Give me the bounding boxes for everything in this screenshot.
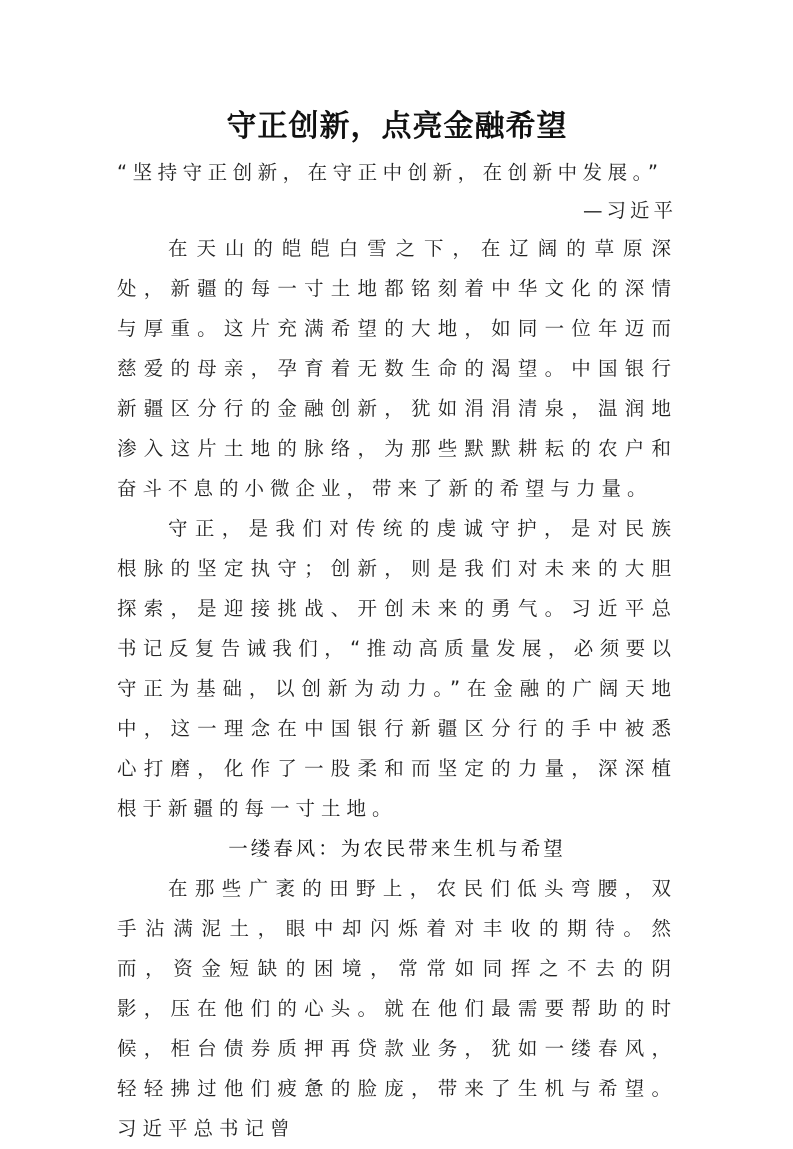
paragraph: 守正，是我们对传统的虔诚守护，是对民族根脉的坚定执守；创新，则是我们对未来的大胆探索，是迎接挑战、开创未来的勇气。习近平总书记反复告诫我们，“推动高质量发展，必须要以守正为基础，以创新为动力。”在金融的广阔天地中，这一理念在中国银行新疆区分行的手中被悉心打磨，化作了一股柔和而坚定的力量，深深植根于新疆的每一寸土地。 [117, 517, 677, 820]
section-heading: 一缕春风：为农民带来生机与希望 [228, 837, 566, 860]
paragraph: 在那些广袤的田野上，农民们低头弯腰，双手沾满泥土，眼中却闪烁着对丰收的期待。然而，资金短缺的困境，常常如同挥之不去的阴影，压在他们的心头。就在他们最需要帮助的时候，柜台债券质押再贷款业务，犹如一缕春风，轻轻拂过他们疲惫的脸庞，带来了生机与希望。习近平总书记曾 [117, 877, 677, 1140]
epigraph-attribution: —习近平 [582, 199, 677, 222]
epigraph-quote: “坚持守正创新，在守正中创新，在创新中发展。” [117, 161, 664, 184]
paragraph: 在天山的皑皑白雪之下，在辽阔的草原深处，新疆的每一寸土地都铭刻着中华文化的深情与厚重。这片充满希望的大地，如同一位年迈而慈爱的母亲，孕育着无数生命的渴望。中国银行新疆区分行的金融创新，犹如涓涓清泉，温润地渗入这片土地的脉络，为那些默默耕耘的农户和奋斗不息的小微企业，带来了新的希望与力量。 [117, 237, 677, 500]
document-page [117, 104, 677, 1149]
document-title: 守正创新，点亮金融希望 [226, 109, 568, 144]
